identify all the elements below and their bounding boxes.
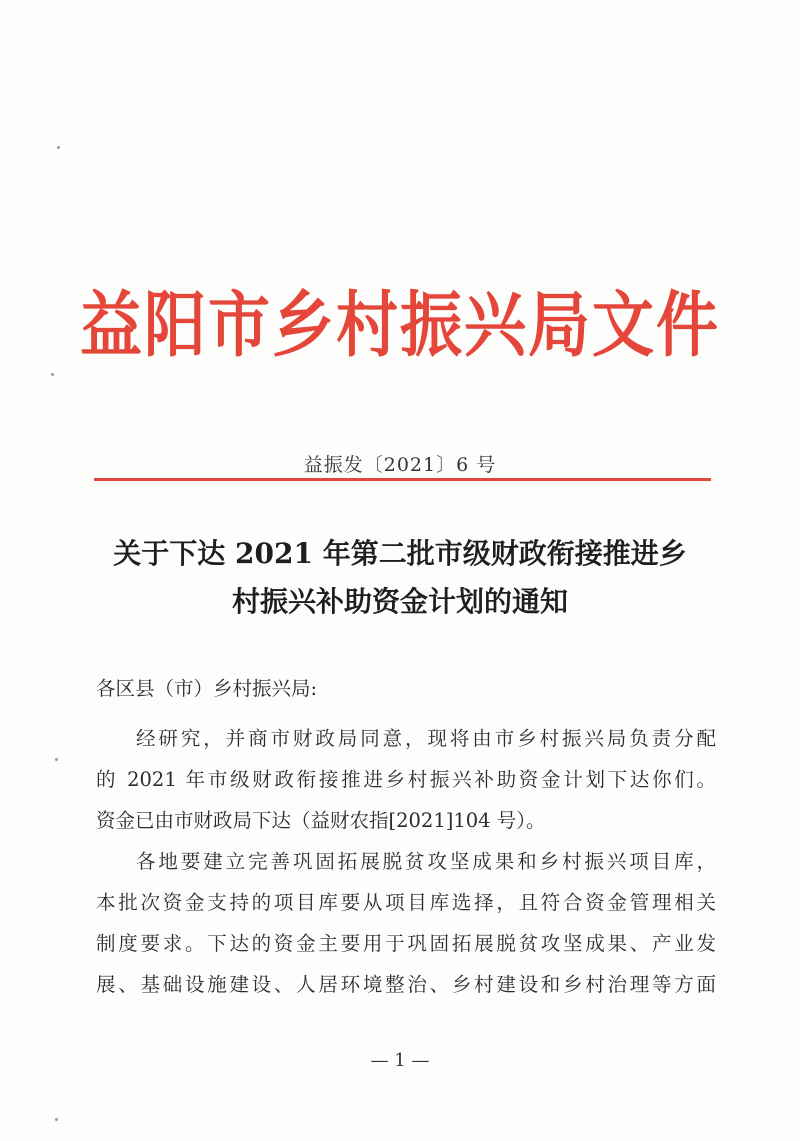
document-title [60,530,740,626]
paragraph-2-line: 各地要建立完善巩固拓展脱贫攻坚成果和乡村振兴项目库， [136,850,716,873]
agency-header-title: 益阳市乡村振兴局文件 [79,282,720,367]
scan-speck [55,1118,58,1121]
paragraph-2-line: 本批次资金支持的项目库要从项目库选择，且符合资金管理相关 [96,891,716,914]
document-title-line-2: 村振兴补助资金计划的通知 [231,585,568,618]
document-number: 益振发〔2021〕6 号 [303,454,497,476]
paragraph-2-line: 制度要求。下达的资金主要用于巩固拓展脱贫攻坚成果、产业发 [96,932,716,955]
scan-speck [57,146,60,149]
salutation: 各区县（市）乡村振兴局: [96,677,318,700]
paragraph-2 [96,841,716,1005]
scan-speck [55,758,58,761]
paragraph-1-line: 经研究，并商市财政局同意，现将由市乡村振兴局负责分配 [136,727,716,750]
paragraph-1 [96,718,716,841]
page-number: — 1 — [370,1050,430,1071]
paragraph-2-line: 展、基础设施建设、人居环境整治、乡村建设和乡村治理等方面 [96,973,716,996]
paragraph-1-line: 的 2021 年市级财政衔接推进乡村振兴补助资金计划下达你们。 [96,768,716,791]
red-separator-line [94,478,711,481]
scan-speck [51,373,54,376]
document-body [96,668,716,1005]
document-title-line-1: 关于下达 2021 年第二批市级财政衔接推进乡 [113,537,687,570]
paragraph-1-line: 资金已由市财政局下达（益财农指[2021]104 号）。 [96,809,546,832]
